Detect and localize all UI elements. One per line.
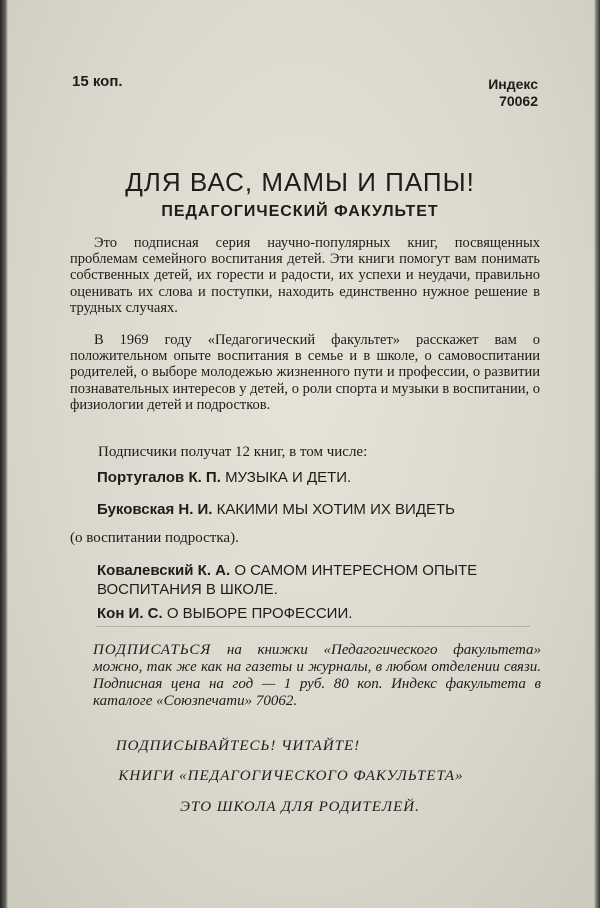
page-title: ДЛЯ ВАС, МАМЫ И ПАПЫ! [125,167,475,197]
index-value: 70062 [499,93,538,109]
footer-line-1: ПОДПИСЫВАЙТЕСЬ! ЧИТАЙТЕ! [115,738,361,754]
plans-paragraph: В 1969 году «Педагогический факультет» расскажет вам о положительном опыте воспитания в семье и в школе, о самовоспитании родителей, о выборе молодежью жизненного пути и профессии, о развитии познавательных интересов у детей, о роли спорта и музыки в воспитании, о физиологии детей и подростков. [70,332,540,413]
book-title: О ВЫБОРЕ ПРОФЕССИИ. [166,605,353,622]
page-edge-right [594,0,600,908]
intro-paragraph: Это подписная серия научно-популярных книг, посвященных проблемам семейного воспитания детей. Эти книги помогут вам понимать собственных детей, их горести и радости, их успехи и неудачи, правильно оценивать их слова и поступки, находить единственно нужное решение в трудных случаях. [70,235,540,316]
series-subtitle: ПЕДАГОГИЧЕСКИЙ ФАКУЛЬТЕТ [161,203,439,220]
book-title: КАКИМИ МЫ ХОТИМ ИХ ВИДЕТЬ [216,501,455,518]
index-block [488,76,538,110]
subscription-text: на книжки «Педагогического факультета» можно, так же как на газеты и журналы, в любом отделении связи. Подписная цена на год — 1 руб. 80 коп. Индекс факультета в каталоге «Союзпечати» 70062. [93,642,541,709]
subscribers-paragraph: Подписчики получат 12 книг, в том числе: [98,444,368,460]
divider [96,626,530,627]
book-item [97,604,542,623]
subscription-paragraph [93,642,541,710]
book-item [97,561,542,599]
footer-line-2: КНИГИ «ПЕДАГОГИЧЕСКОГО ФАКУЛЬТЕТА» [118,768,464,784]
book-author: Португалов К. П. [97,469,221,486]
book-title: МУЗЫКА И ДЕТИ. [225,469,352,486]
book-author: Кон И. С. [97,605,163,622]
book-title: О САМОМ ИНТЕРЕСНОМ ОПЫТЕ ВОСПИТАНИЯ В ШКОЛЕ. [97,562,478,598]
price-label: 15 коп. [72,73,123,90]
book-item [97,468,542,487]
index-label: Индекс [488,76,538,92]
book-note: (о воспитании подростка). [70,530,239,546]
book-item [97,500,542,519]
footer-line-3: ЭТО ШКОЛА ДЛЯ РОДИТЕЛЕЙ. [180,799,420,815]
book-author: Буковская Н. И. [97,501,213,518]
subscription-lead: ПОДПИСАТЬСЯ [93,642,212,658]
book-author: Ковалевский К. А. [97,562,231,579]
